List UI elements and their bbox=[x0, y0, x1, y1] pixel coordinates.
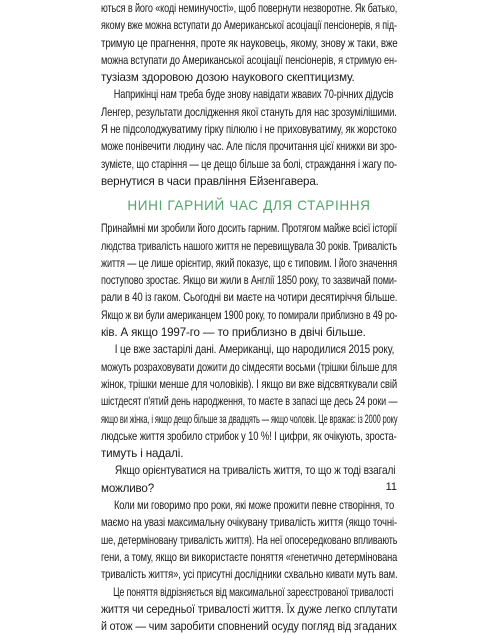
text-line: Якщо орієнтуватися на тривалість життя, то що ж тоді взагалі bbox=[114, 464, 396, 478]
book-page bbox=[101, 0, 398, 634]
text-line: й отож — чим заробити сповнений осуду погляд від згаданих bbox=[101, 620, 397, 634]
text-line: маємо на увазі максимальну очікувану тривалість життя (якщо точні- bbox=[101, 516, 397, 530]
text-line: ків. А якщо 1997-го — то приблизно в двічі більше. bbox=[101, 326, 366, 340]
text-line: гени, а тому, якщо ви використаєте поняття «генетично детермінована bbox=[101, 550, 398, 564]
text-line: людське життя зробило стрибок у 10 %! І цифри, як очікують, зроста- bbox=[101, 429, 397, 443]
text-line: може понівечити людину час. Але після прочитання цієї книжки ви зро- bbox=[101, 140, 398, 154]
text-line: можуть розраховувати дожити до сімдесяти восьми (трішки більше для bbox=[101, 360, 397, 374]
text-line: Коли ми говоримо про роки, які може прожити певне створіння, то bbox=[113, 499, 395, 513]
text-line: Якщо ж ви були американцем 1900 року, то помирали приблизно в 49 ро- bbox=[101, 308, 398, 322]
text-line: Принаймні ми зробили його досить гарним. Протягом майже всієї історії bbox=[101, 222, 398, 236]
text-line: рали в 40 із гаком. Сьогодні ви маєте на чотири десятиріччя більше. bbox=[101, 291, 398, 305]
text-line: якому вже можна вступати до Американської асоціації пенсіонерів, я під- bbox=[101, 19, 397, 33]
text-line: шістдесят п'ятий день народження, то маєте в запасі ще десь 24 роки — bbox=[101, 395, 398, 409]
text-line: І це вже застарілі дані. Американці, що народилися 2015 року, bbox=[114, 343, 395, 357]
text-line: Це поняття відрізняється від максимальної зареєстрованої тривалості bbox=[113, 585, 394, 599]
text-line: Я не підсолоджуватиму гірку пілюлю і не приховуватиму, як жорстоко bbox=[101, 123, 397, 137]
text-line: зумієте, що старіння — це дещо більше за болі, страждання і жагу по- bbox=[101, 157, 397, 171]
page-number: 11 bbox=[385, 481, 397, 493]
section-heading: НИНІ ГАРНИЙ ЧАС ДЛЯ СТАРІННЯ bbox=[127, 198, 371, 214]
text-line: Ленгер, результати дослідження якої стануть для нас зрозумілішими. bbox=[101, 105, 397, 119]
text-line: ше, детерміновану тривалість життя). На неї опосередковано впливають bbox=[101, 533, 398, 547]
text-line: ються в його «коді неминучості», щоб повернути незворотне. Як батько, bbox=[101, 2, 398, 15]
text-line: Наприкінці нам треба буде знову навідати жвавих 70-річних дідусів bbox=[113, 88, 394, 102]
text-line: поступово зростає. Якщо ви жили в Англії 1850 року, то зазвичай поми- bbox=[101, 274, 397, 288]
text-line: життя чи середньої тривалості життя. Їх дуже легко сплутати bbox=[101, 602, 398, 616]
text-line: тримую це прагнення, проте як науковець, якому, знову ж таки, вже bbox=[101, 36, 398, 50]
text-line: тимуть і надалі. bbox=[101, 447, 184, 461]
text-line: можливо? bbox=[101, 481, 155, 495]
text-line: людства тривалість нашого життя не перевищувала 30 років. Тривалість bbox=[101, 239, 397, 253]
text-line: вернутися в часи правління Ейзенгавера. bbox=[101, 174, 319, 188]
text-line: можна вступати до Американської асоціації пенсіонерів, я стримую ен- bbox=[101, 53, 397, 67]
text-line: тузіазм здоровою дозою наукового скептицизму. bbox=[101, 71, 355, 85]
body-text bbox=[101, 0, 397, 635]
text-line: тривалість життя», усі присутні дослідники схвально кивати муть вам. bbox=[101, 568, 398, 582]
text-line: життя — це лише орієнтир, який показує, що є типовим. І його значення bbox=[101, 256, 398, 270]
text-line: жінок, трішки менше для чоловіків). І якщо ви вже відсвяткували свій bbox=[101, 377, 398, 391]
text-line: якщо ви жінка, і якщо дещо більше за двадцять — якщо чоловік. Це вражає: із 2000 року bbox=[101, 412, 398, 426]
